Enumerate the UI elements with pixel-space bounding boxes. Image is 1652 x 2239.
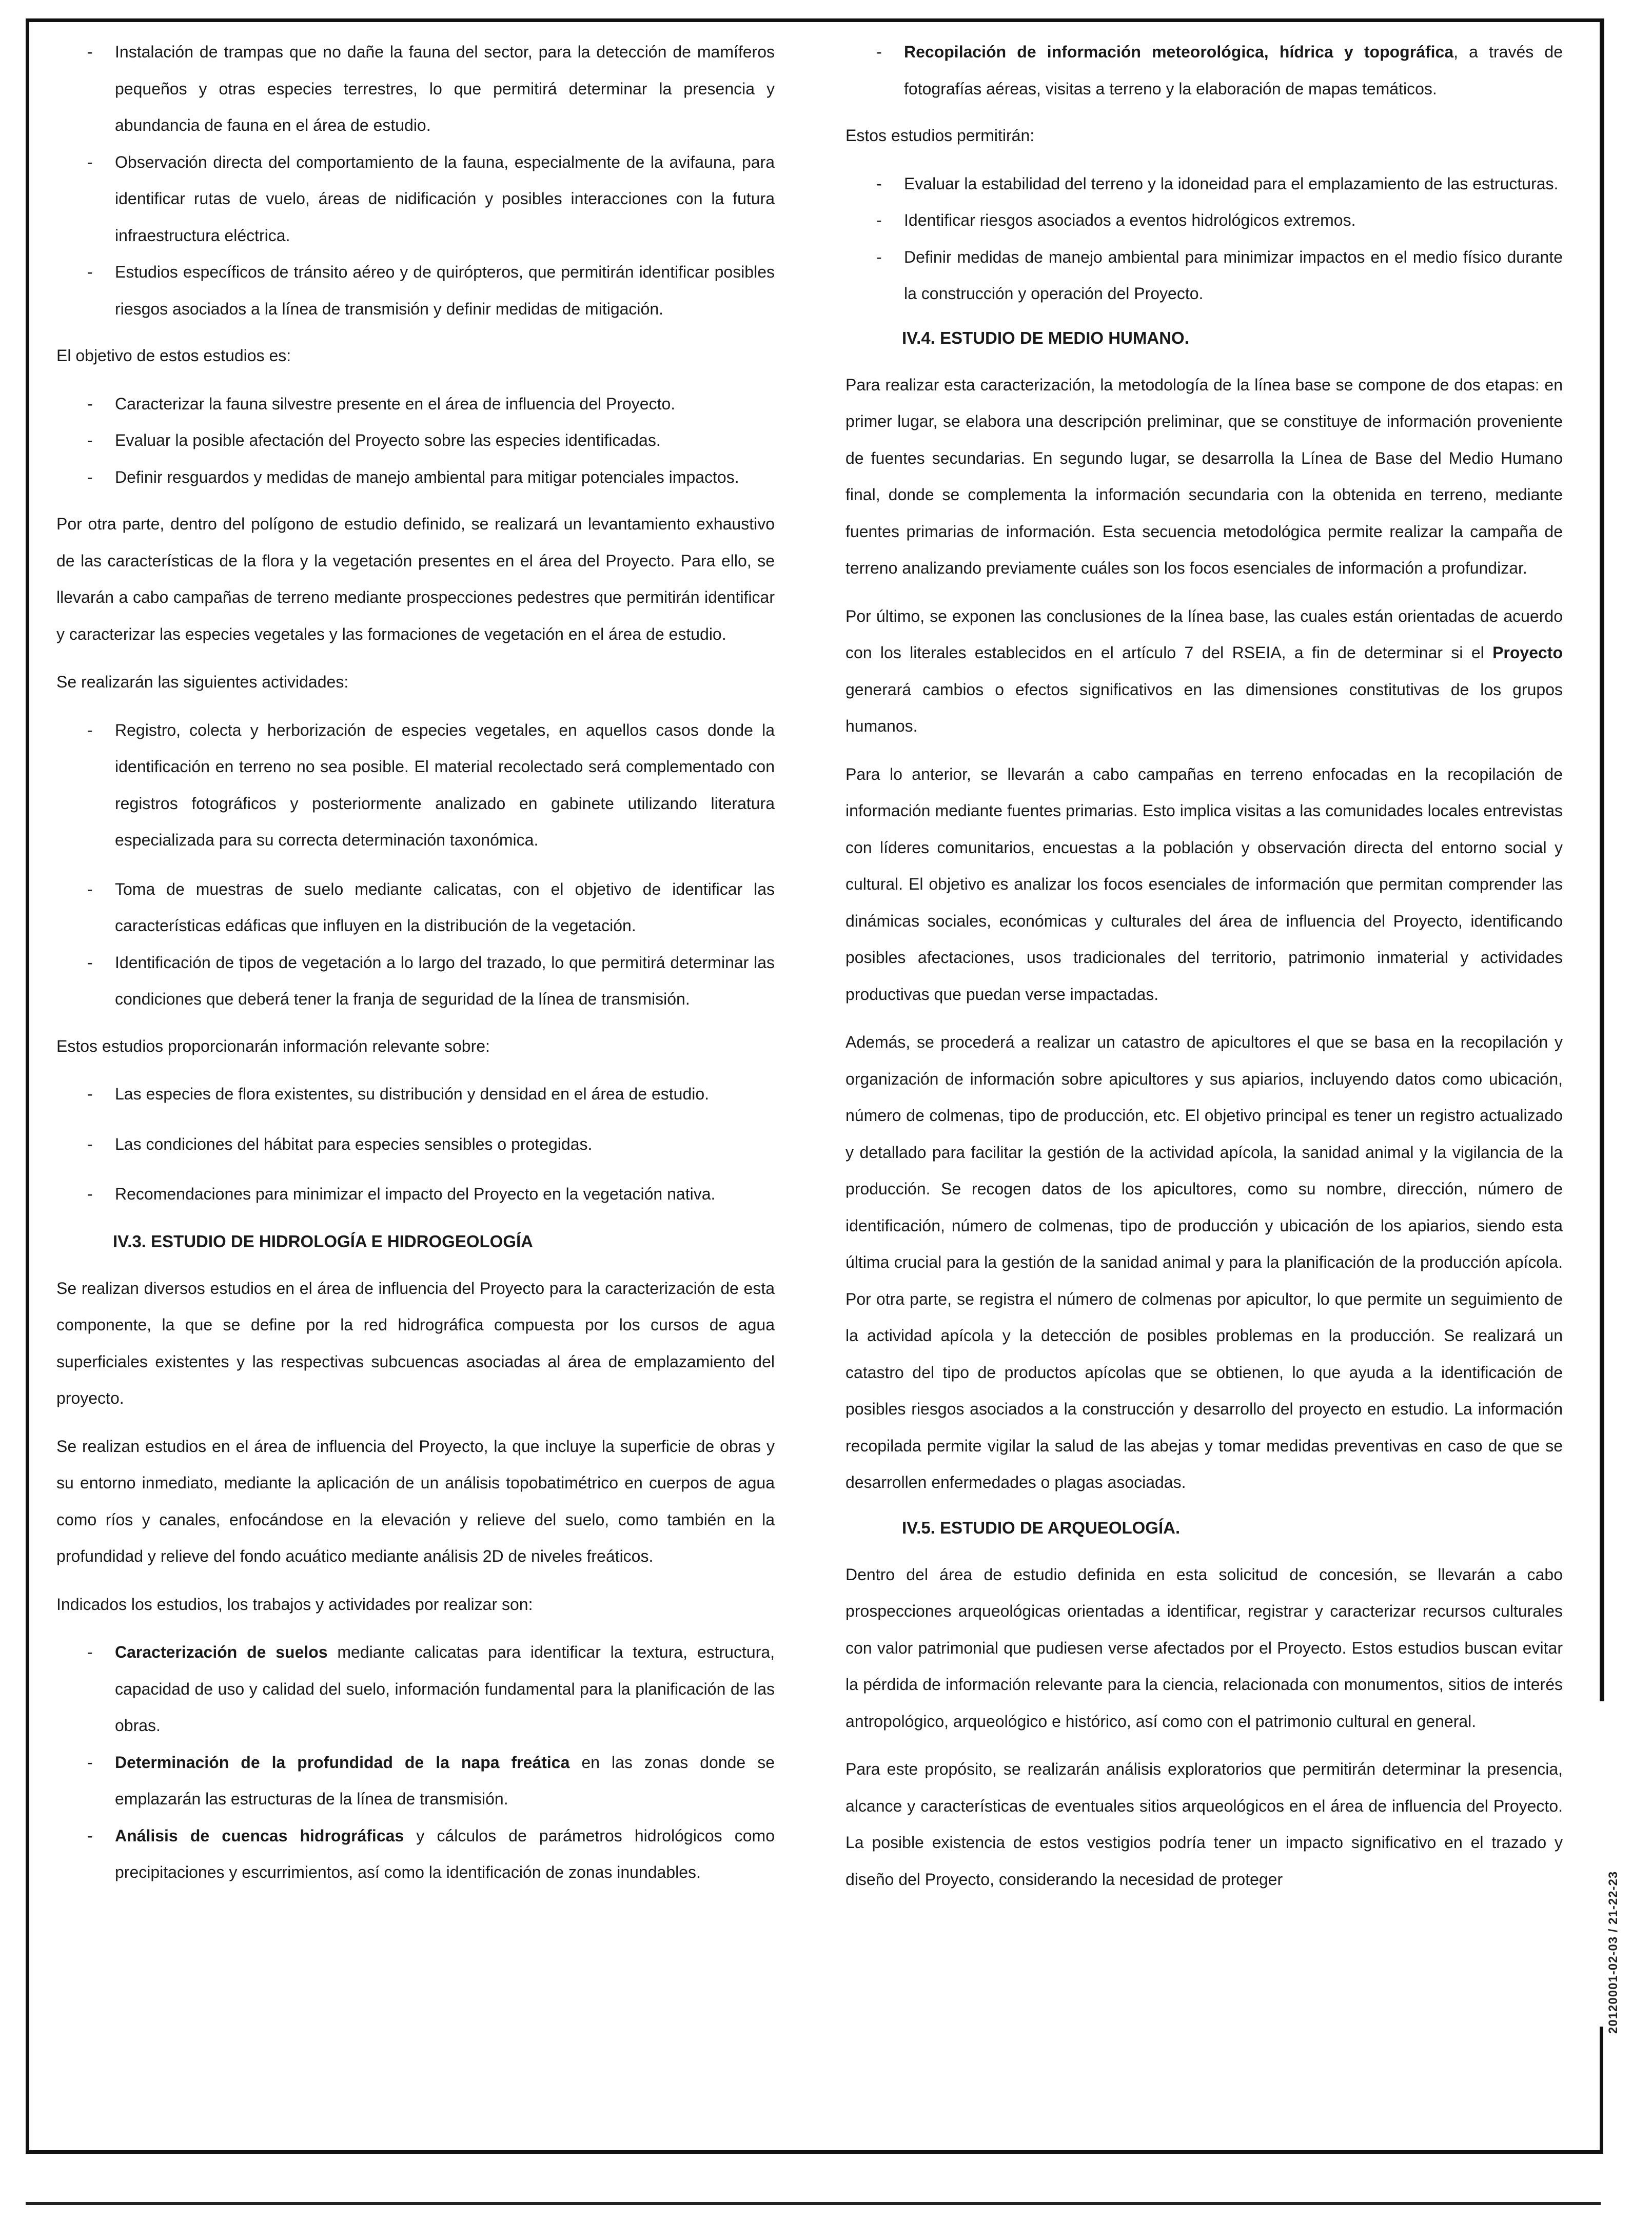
list-item: - Identificación de tipos de vegetación a lo largo del trazado, lo que permitirá determinar las condiciones que deberá tener la franja de seguridad de la línea de transmisión. <box>56 945 775 1018</box>
list-item: - Definir medidas de manejo ambiental para minimizar impactos en el medio físico durante la construcción y operación del Proyecto. <box>845 239 1563 312</box>
paragraph: Por otra parte, dentro del polígono de estudio definido, se realizará un levantamiento exhaustivo de las características de la flora y la vegetación presentes en el área del Proyecto. Para ello, se llevarán a cabo campañas de terreno mediante prospecciones pedestres que permitirán identificar y caracterizar las especies vegetales y las formaciones de vegetación en el área de estudio. <box>56 515 775 643</box>
list-item: - Estudios específicos de tránsito aéreo y de quirópteros, que permitirán identificar posibles riesgos asociados a la línea de transmisión y definir medidas de mitigación. <box>56 254 775 327</box>
item-text: mediante calicatas para identificar la textura, estructura, capacidad de uso y calidad del suelo, información fundamental para la planificación de las obras. <box>115 1643 775 1735</box>
bold-term: Caracterización de suelos <box>115 1643 328 1661</box>
list-item: - Evaluar la estabilidad del terreno y la idoneidad para el emplazamiento de las estructuras. <box>845 166 1563 203</box>
list-item: - Las condiciones del hábitat para especies sensibles o protegidas. <box>56 1126 775 1163</box>
hydrology-activities-list <box>56 1634 775 1891</box>
flora-activities-list <box>56 712 775 1018</box>
right-column <box>845 34 1563 1909</box>
left-column <box>56 34 775 1901</box>
item-text: en las zonas donde se emplazarán las estructuras de la línea de transmisión. <box>115 1753 775 1808</box>
fauna-methods-list <box>56 34 775 327</box>
list-item: - Evaluar la posible afectación del Proyecto sobre las especies identificadas. <box>56 422 775 459</box>
paragraph: Se realizan diversos estudios en el área de influencia del Proyecto para la caracterización de esta componente, la que se define por la red hidrográfica compuesta por los cursos de agua superficiales existentes y las respectivas subcuencas asociadas al área de emplazamiento del proyecto. <box>56 1279 775 1407</box>
list-item: - Identificar riesgos asociados a eventos hidrológicos extremos. <box>845 202 1563 239</box>
list-item: - Caracterizar la fauna silvestre presente en el área de influencia del Proyecto. <box>56 386 775 423</box>
paragraph: Se realizan estudios en el área de influencia del Proyecto, la que incluye la superficie de obras y su entorno inmediato, mediante la aplicación de un análisis topobatimétrico en cuerpos de agua como ríos y canales, enfocándose en la elevación y relieve del suelo, como también en la profundidad y relieve del fondo acuático mediante análisis 2D de niveles freáticos. <box>56 1437 775 1565</box>
section-heading-iv3: IV.3. ESTUDIO DE HIDROLOGÍA E HIDROGEOLOGÍA <box>113 1231 533 1251</box>
paragraph: Indicados los estudios, los trabajos y actividades por realizar son: <box>56 1595 533 1614</box>
paragraph: Para realizar esta caracterización, la metodología de la línea base se compone de dos etapas: en primer lugar, se elabora una descripción preliminar, que se constituye de información proveniente de fuentes secundarias. En segundo lugar, se desarrolla la Línea de Base del Medio Humano final, donde se complementa la información secundaria con la obtenida en terreno, mediante fuentes primarias de información. Esta secuencia metodológica permite realizar la campaña de terreno analizando previamente cuáles son los focos esenciales de información a profundizar. <box>845 375 1563 577</box>
paragraph-text: generará cambios o efectos significativos en las dimensiones constitutivas de los grupos humanos. <box>845 680 1563 735</box>
hydrology-activities-list-cont <box>845 34 1563 107</box>
bold-term: Determinación de la profundidad de la napa freática <box>115 1753 570 1772</box>
fauna-objectives-list <box>56 386 775 496</box>
section-heading-iv5: IV.5. ESTUDIO DE ARQUEOLOGÍA. <box>902 1518 1181 1537</box>
paragraph: Para lo anterior, se llevarán a cabo campañas en terreno enfocadas en la recopilación de información mediante fuentes primarias. Esto implica visitas a las comunidades locales entrevistas con líderes comunitarios, encuestas a la población y observación directa del entorno social y cultural. El objetivo es analizar los focos esenciales de información que permitan comprender las dinámicas sociales, económicas y culturales del área de influencia del Proyecto, identificando posibles afectaciones, usos tradicionales del territorio, patrimonio inmaterial y actividades productivas que puedan verse impactadas. <box>845 764 1563 1004</box>
bold-term: Análisis de cuencas hidrográficas <box>115 1826 404 1845</box>
document-code: 20120001-02-03 / 21-22-23 <box>1606 1871 1620 2034</box>
list-item: - Toma de muestras de suelo mediante calicatas, con el objetivo de identificar las características edáficas que influyen en la distribución de la vegetación. <box>56 871 775 945</box>
flora-results-list <box>56 1076 775 1213</box>
list-item: - Instalación de trampas que no dañe la fauna del sector, para la detección de mamíferos pequeños y otras especies terrestres, lo que permitirá determinar la presencia y abundancia de fauna en el área de estudio. <box>56 34 775 144</box>
list-item: - Registro, colecta y herborización de especies vegetales, en aquellos casos donde la identificación en terreno no sea posible. El material recolectado será complementado con registros fotográficos y posteriormente analizado en gabinete utilizando literatura especializada para su correcta determinación taxonómica. <box>56 712 775 859</box>
paragraph: Dentro del área de estudio definida en esta solicitud de concesión, se llevarán a cabo prospecciones arqueológicas orientadas a identificar, registrar y caracterizar recursos culturales con valor patrimonial que pudiesen verse afectados por el Proyecto. Estos estudios buscan evitar la pérdida de información relevante para la ciencia, relacionada con monumentos, sitios de interés antropológico, arqueológico e histórico, así como con el patrimonio cultural en general. <box>845 1565 1563 1731</box>
page-border-right-lower <box>1600 2027 1603 2154</box>
list-item <box>845 34 1563 107</box>
paragraph: El objetivo de estos estudios es: <box>56 346 291 365</box>
page-border-right <box>1600 18 1604 1701</box>
list-item: - Definir resguardos y medidas de manejo ambiental para mitigar potenciales impactos. <box>56 459 775 496</box>
paragraph: Estos estudios permitirán: <box>845 126 1035 145</box>
paragraph: Además, se procederá a realizar un catastro de apicultores el que se basa en la recopilación y organización de información sobre apicultores y sus apiarios, incluyendo datos como ubicación, número de colmenas, tipo de producción, etc. El objetivo principal es tener un registro actualizado y detallado para facilitar la gestión de la actividad apícola, la sanidad animal y la vigilancia de la producción. Se recogen datos de los apicultores, como su nombre, dirección, número de identificación, número de colmenas, tipo de producción y ubicación de los apiarios, siendo esta última crucial para la gestión de la sanidad animal y para la planificación de la producción apícola. Por otra parte, se registra el número de colmenas por apicultor, lo que permite un seguimiento de la actividad apícola y la detección de posibles problemas en la producción. Se realizará un catastro del tipo de productos apícolas que se obtienen, lo que ayuda a la identificación de posibles riesgos asociados a la construcción y desarrollo del proyecto en estudio. La información recopilada permite vigilar la salud de las abejas y tomar medidas preventivas en caso de que se desarrollen enfermedades o plagas asociadas. <box>845 1033 1563 1491</box>
item-text: y cálculos de parámetros hidrológicos como precipitaciones y escurrimientos, así como la identificación de zonas inundables. <box>115 1826 775 1881</box>
paragraph: Se realizarán las siguientes actividades: <box>56 673 349 691</box>
bold-term: Proyecto <box>1492 643 1563 662</box>
paragraph: Para este propósito, se realizarán análisis exploratorios que permitirán determinar la presencia, alcance y características de eventuales sitios arqueológicos en el área de influencia del Proyecto. La posible existencia de estos vestigios podría tener un impacto significativo en el trazado y diseño del Proyecto, considerando la necesidad de proteger <box>845 1760 1563 1889</box>
paragraph <box>845 598 1563 745</box>
list-item <box>56 1634 775 1744</box>
list-item <box>56 1818 775 1891</box>
section-heading-iv4: IV.4. ESTUDIO DE MEDIO HUMANO. <box>902 328 1189 347</box>
item-text: , a través de fotografías aéreas, visitas a terreno y la elaboración de mapas temáticos. <box>904 43 1563 98</box>
list-item <box>56 1744 775 1818</box>
bold-term: Recopilación de información meteorológica, hídrica y topográfica <box>904 43 1454 61</box>
list-item: - Observación directa del comportamiento de la fauna, especialmente de la avifauna, para identificar rutas de vuelo, áreas de nidificación y posibles interacciones con la futura infraestructura eléctrica. <box>56 144 775 254</box>
paragraph-text: Por último, se exponen las conclusiones de la línea base, las cuales están orientadas de acuerdo con los literales establecidos en el artículo 7 del RSEIA, a fin de determinar si el <box>845 606 1563 662</box>
list-item: - Recomendaciones para minimizar el impacto del Proyecto en la vegetación nativa. <box>56 1176 775 1213</box>
hydrology-outcomes-list <box>845 166 1563 312</box>
footer-rule <box>26 2202 1601 2205</box>
list-item: - Las especies de flora existentes, su distribución y densidad en el área de estudio. <box>56 1076 775 1113</box>
paragraph: Estos estudios proporcionarán información relevante sobre: <box>56 1036 490 1055</box>
